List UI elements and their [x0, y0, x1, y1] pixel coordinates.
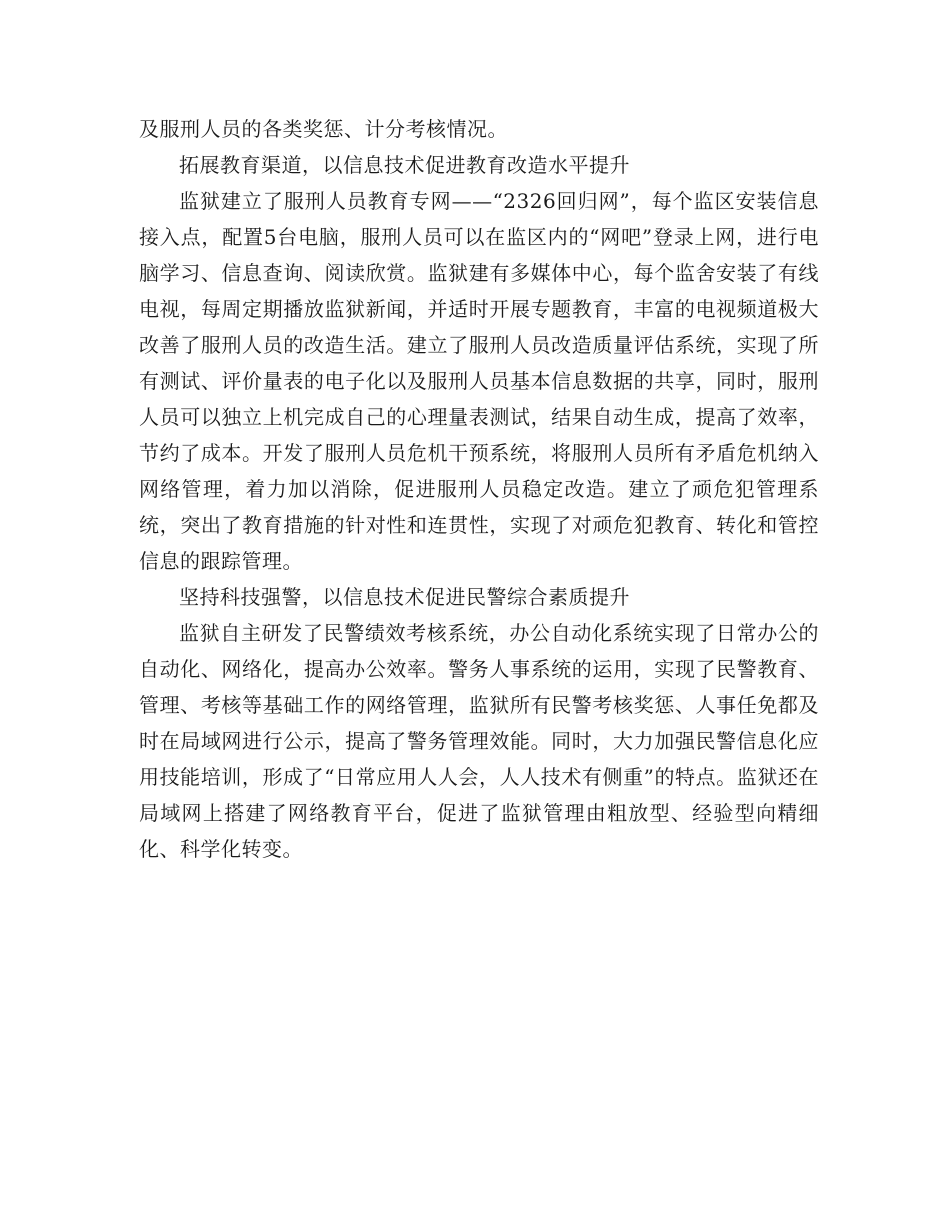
paragraph-education-network: 监狱建立了服刑人员教育专网——“2326回归网”，每个监区安装信息接入点，配置5台电脑，服刑人员可以在监区内的“网吧”登录上网，进行电脑学习、信息查询、阅读欣赏。监狱建有多媒体中心，每个监舍安装了有线电视，每周定期播放监狱新闻，并适时开展专题教育，丰富的电视频道极大改善了服刑人员的改造生活。建立了服刑人员改造质量评估系统，实现了所有测试、评价量表的电子化以及服刑人员基本信息数据的共享，同时，服刑人员可以独立上机完成自己的心理量表测试，结果自动生成，提高了效率，节约了成本。开发了服刑人员危机干预系统，将服刑人员所有矛盾危机纳入网络管理，着力加以消除，促进服刑人员稳定改造。建立了顽危犯管理系统，突出了教育措施的针对性和连贯性，实现了对顽危犯教育、转化和管控信息的跟踪管理。: [139, 189, 819, 573]
document-body: [139, 111, 819, 867]
section-heading-education-channels: 拓展教育渠道，以信息技术促进教育改造水平提升: [179, 153, 630, 177]
paragraph-police-systems: 监狱自主研发了民警绩效考核系统，办公自动化系统实现了日常办公的自动化、网络化，提高办公效率。警务人事系统的运用，实现了民警教育、管理、考核等基础工作的网络管理，监狱所有民警考核奖惩、人事任免都及时在局域网进行公示，提高了警务管理效能。同时，大力加强民警信息化应用技能培训，形成了“日常应用人人会，人人技术有侧重”的特点。监狱还在局域网上搭建了网络教育平台，促进了监狱管理由粗放型、经验型向精细化、科学化转变。: [139, 621, 819, 861]
section-heading-police-quality: 坚持科技强警，以信息技术促进民警综合素质提升: [179, 585, 630, 609]
paragraph-continuation: 及服刑人员的各类奖惩、计分考核情况。: [139, 117, 508, 141]
